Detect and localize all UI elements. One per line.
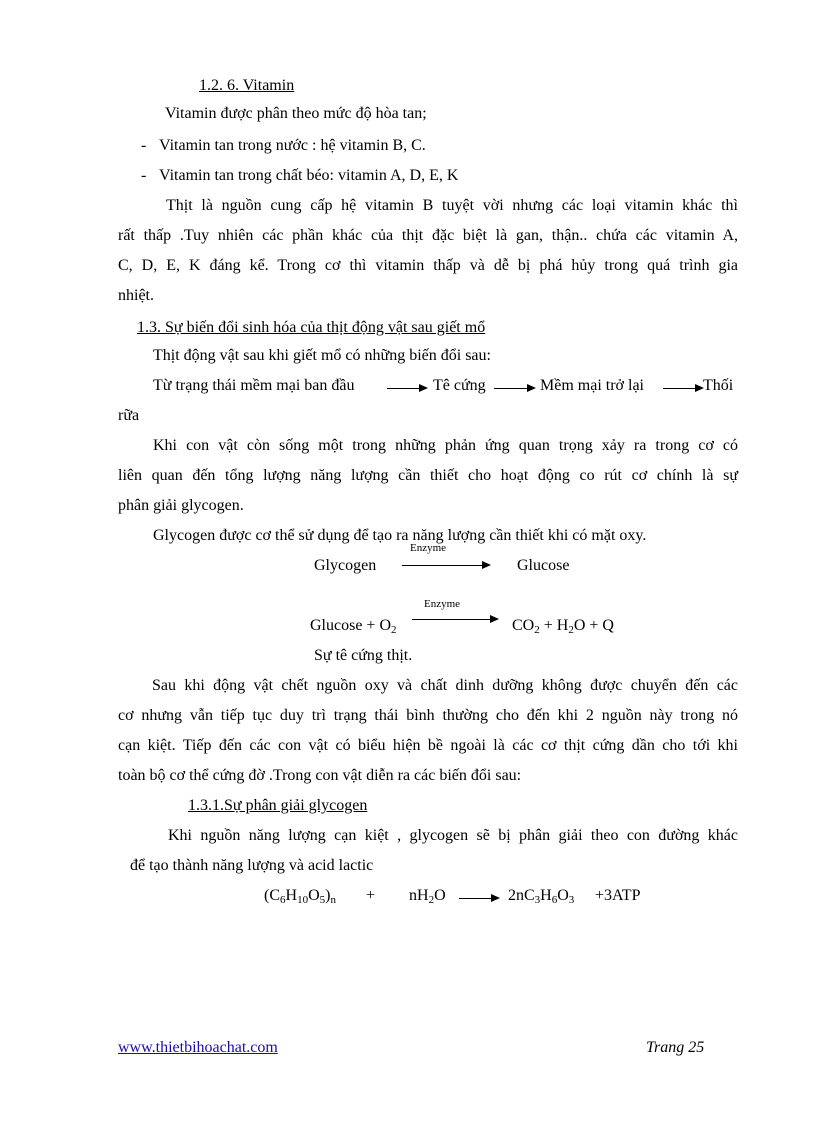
eq3-plus: + [366, 887, 376, 904]
vitamin-para-line: rất thấp .Tuy nhiên các phần khác của thịt đặc biệt là gan, thận.. chứa các vitamin A, [118, 227, 738, 244]
heading-1-3: 1.3. Sự biến đổi sinh hóa của thịt động vật sau giết mổ [137, 319, 486, 336]
eq1-right: Glucose [517, 557, 570, 574]
vitamin-para-line: Thịt là nguồn cung cấp hệ vitamin B tuyệt vời nhưng các loại vitamin khác thì [166, 197, 738, 214]
eq2-right: $CO_2 + H_2O + Q$ [512, 617, 614, 636]
stage-initial: Từ trạng thái mềm mại ban đầu [153, 377, 355, 394]
live-para-line: liên quan đến tổng lượng năng lượng cần thiết cho hoạt động co rút cơ chính là sự [118, 467, 738, 484]
te-cung-label: Sự tê cứng thịt. [314, 647, 413, 664]
vitamin-para-line: C, D, E, K đáng kể. Trong cơ thì vitamin thấp và dễ bị phá hủy trong quá trình gia [118, 257, 738, 274]
after-para-line: cơ nhưng vẫn tiếp tục duy trì trạng thái bình thường cho đến khi 2 nguồn này trong nó [118, 707, 738, 724]
vitamin-intro: Vitamin được phân theo mức độ hòa tan; [165, 105, 427, 122]
bullet-mark: - [141, 167, 147, 184]
after-para-line: Sau khi động vật chết nguồn oxy và chất dinh dưỡng không được chuyển đến các [152, 677, 738, 694]
stage-rigor: Tê cứng [433, 377, 486, 394]
bullet-mark: - [141, 137, 147, 154]
eq1-left: Glycogen [314, 557, 377, 574]
eq3-water: $nH_2O$ [409, 887, 446, 906]
heading-1-3-1: 1.3.1.Sự phân giải glycogen [188, 797, 368, 814]
enzyme-label: Enzyme [410, 542, 447, 554]
arrow-icon [387, 388, 426, 389]
arrow-icon [412, 619, 497, 620]
exhaust-para-line: Khi nguồn năng lượng cạn kiệt , glycogen sẽ bị phân giải theo con đường khác [168, 827, 738, 844]
arrow-icon [494, 388, 534, 389]
glycogen-line: Glycogen được cơ thể sử dụng để tạo ra năng lượng cần thiết khi có mặt oxy. [153, 527, 647, 544]
exhaust-para-line: để tạo thành năng lượng và acid lactic [130, 857, 374, 874]
footer-page-number: Trang 25 [646, 1039, 705, 1056]
live-para-line: Khi con vật còn sống một trong những phản ứng quan trọng xảy ra trong cơ có [153, 437, 738, 454]
after-para-line: toàn bộ cơ thể cứng đờ .Trong con vật diễn ra các biến đổi sau: [118, 767, 522, 784]
stage-rot-wrap: rữa [118, 407, 140, 424]
heading-vitamin: 1.2. 6. Vitamin [199, 77, 295, 94]
live-para-line: phân giải glycogen. [118, 497, 244, 514]
vitamin-para-line: nhiệt. [118, 287, 154, 304]
vitamin-bullet-water: Vitamin tan trong nước : hệ vitamin B, C. [159, 137, 426, 154]
eq3-reactant: $(C_6H_{10}O_5)_n$ [264, 887, 336, 906]
enzyme-label: Enzyme [424, 598, 461, 610]
after-para-line: cạn kiệt. Tiếp đến các con vật có biểu hiện bề ngoài là các cơ thịt cứng dần cho tới khi [118, 737, 738, 754]
stage-rot: Thối [703, 377, 734, 394]
arrow-icon [402, 565, 489, 566]
arrow-icon [663, 388, 702, 389]
eq2-left: $Glucose + O_2$ [310, 617, 397, 636]
eq3-atp: +3ATP [595, 887, 641, 904]
arrow-icon [459, 898, 498, 899]
eq3-product: $2nC_3H_6O_3$ [508, 887, 575, 906]
changes-intro: Thịt động vật sau khi giết mổ có những biến đổi sau: [153, 347, 491, 364]
vitamin-bullet-fat: Vitamin tan trong chất béo: vitamin A, D, E, K [159, 167, 459, 184]
stage-soft-again: Mềm mại trở lại [540, 377, 644, 394]
footer-url-link[interactable]: www.thietbihoachat.com [118, 1039, 278, 1056]
